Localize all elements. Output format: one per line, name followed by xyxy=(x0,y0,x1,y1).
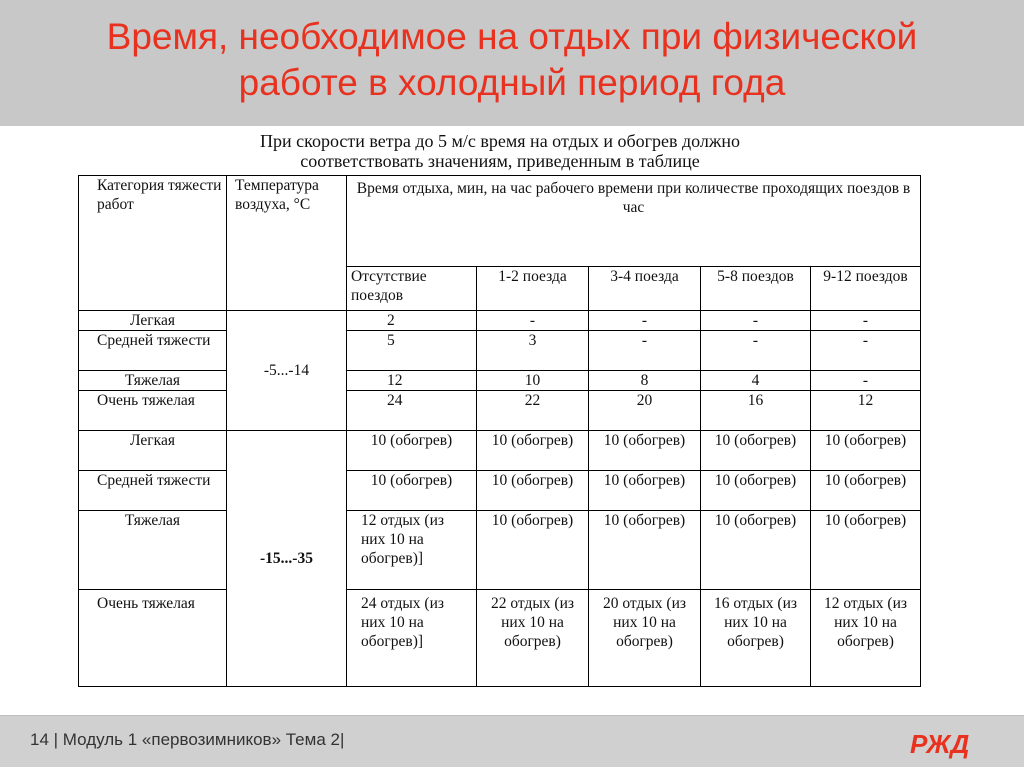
cell-value: 10 (обогрев) xyxy=(811,471,921,511)
row-category: Средней тяжести xyxy=(79,471,227,511)
cell-value: 12 отдых (из них 10 на обогрев) xyxy=(811,590,921,687)
header-time: Время отдыха, мин, на час рабочего времени при количестве проходящих поездов в час xyxy=(347,176,921,267)
cell-value: 24 отдых (из них 10 на обогрев)] xyxy=(347,590,477,687)
temperature-range: -5...-14 xyxy=(227,311,347,431)
cell-value: - xyxy=(589,331,701,371)
caption-line-2: соответствовать значениям, приведенным в таблице xyxy=(300,151,700,171)
cell-value: 10 (обогрев) xyxy=(701,511,811,590)
table-row xyxy=(79,590,921,687)
cell-value: 10 (обогрев) xyxy=(589,471,701,511)
cell-value: 5 xyxy=(347,331,477,371)
cell-value: 16 отдых (из них 10 на обогрев) xyxy=(701,590,811,687)
cell-value: 10 (обогрев) xyxy=(811,431,921,471)
cell-value: 10 (обогрев) xyxy=(347,471,477,511)
row-category: Тяжелая xyxy=(79,511,227,590)
cell-value: 24 xyxy=(347,391,477,431)
header-category: Категория тяжести работ xyxy=(79,176,227,311)
cell-value: 3 xyxy=(477,331,589,371)
table-row xyxy=(79,471,921,511)
cell-value: - xyxy=(477,311,589,331)
cell-value: - xyxy=(811,311,921,331)
cell-value: 16 xyxy=(701,391,811,431)
col-header-3: 5-8 поездов xyxy=(701,267,811,311)
cell-value: 20 xyxy=(589,391,701,431)
title-line-1: Время, необходимое на отдых при физической xyxy=(106,16,918,57)
cell-value: 10 (обогрев) xyxy=(477,431,589,471)
cell-value: 8 xyxy=(589,371,701,391)
cell-value: 10 (обогрев) xyxy=(589,511,701,590)
cell-value: - xyxy=(811,371,921,391)
cell-value: 10 xyxy=(477,371,589,391)
col-header-1: 1-2 поезда xyxy=(477,267,589,311)
table-row xyxy=(79,391,921,431)
footer-bar xyxy=(0,716,1024,767)
cell-value: 10 (обогрев) xyxy=(701,471,811,511)
cell-value: 2 xyxy=(347,311,477,331)
cell-value: 10 (обогрев) xyxy=(811,511,921,590)
cell-value: 4 xyxy=(701,371,811,391)
rzd-logo-icon xyxy=(908,726,972,765)
table-row xyxy=(79,431,921,471)
table-row xyxy=(79,371,921,391)
logo-text: РЖД xyxy=(910,729,970,759)
row-category: Очень тяжелая xyxy=(79,391,227,431)
cell-value: 20 отдых (из них 10 на обогрев) xyxy=(589,590,701,687)
cell-value: - xyxy=(701,311,811,331)
cell-value: - xyxy=(811,331,921,371)
cell-value: 22 xyxy=(477,391,589,431)
cell-value: 12 отдых (из них 10 на обогрев)] xyxy=(347,511,477,590)
cell-value: 22 отдых (из них 10 на обогрев) xyxy=(477,590,589,687)
cell-value: - xyxy=(701,331,811,371)
table-row xyxy=(79,511,921,590)
cell-value: 12 xyxy=(811,391,921,431)
table-caption xyxy=(150,131,850,171)
row-category: Тяжелая xyxy=(79,371,227,391)
cell-value: 10 (обогрев) xyxy=(347,431,477,471)
cell-value: 10 (обогрев) xyxy=(477,471,589,511)
cell-value: 12 xyxy=(347,371,477,391)
rest-time-table xyxy=(78,175,921,687)
cell-value: 10 (обогрев) xyxy=(589,431,701,471)
table-row xyxy=(79,331,921,371)
col-header-2: 3-4 поезда xyxy=(589,267,701,311)
slide-title xyxy=(0,14,1024,106)
temperature-range: -15...-35 xyxy=(227,431,347,687)
header-temperature: Температура воздуха, °С xyxy=(227,176,347,311)
col-header-4: 9-12 поездов xyxy=(811,267,921,311)
row-category: Очень тяжелая xyxy=(79,590,227,687)
row-category: Легкая xyxy=(79,431,227,471)
title-bar xyxy=(0,0,1024,126)
title-line-2: работе в холодный период года xyxy=(238,62,786,103)
cell-value: - xyxy=(589,311,701,331)
row-category: Средней тяжести xyxy=(79,331,227,371)
table-row xyxy=(79,311,921,331)
col-header-0: Отсутствие поездов xyxy=(347,267,477,311)
cell-value: 10 (обогрев) xyxy=(477,511,589,590)
footer-text: 14 | Модуль 1 «первозимников» Тема 2| xyxy=(30,730,345,749)
caption-line-1: При скорости ветра до 5 м/с время на отдых и обогрев должно xyxy=(260,131,740,151)
row-category: Легкая xyxy=(79,311,227,331)
cell-value: 10 (обогрев) xyxy=(701,431,811,471)
